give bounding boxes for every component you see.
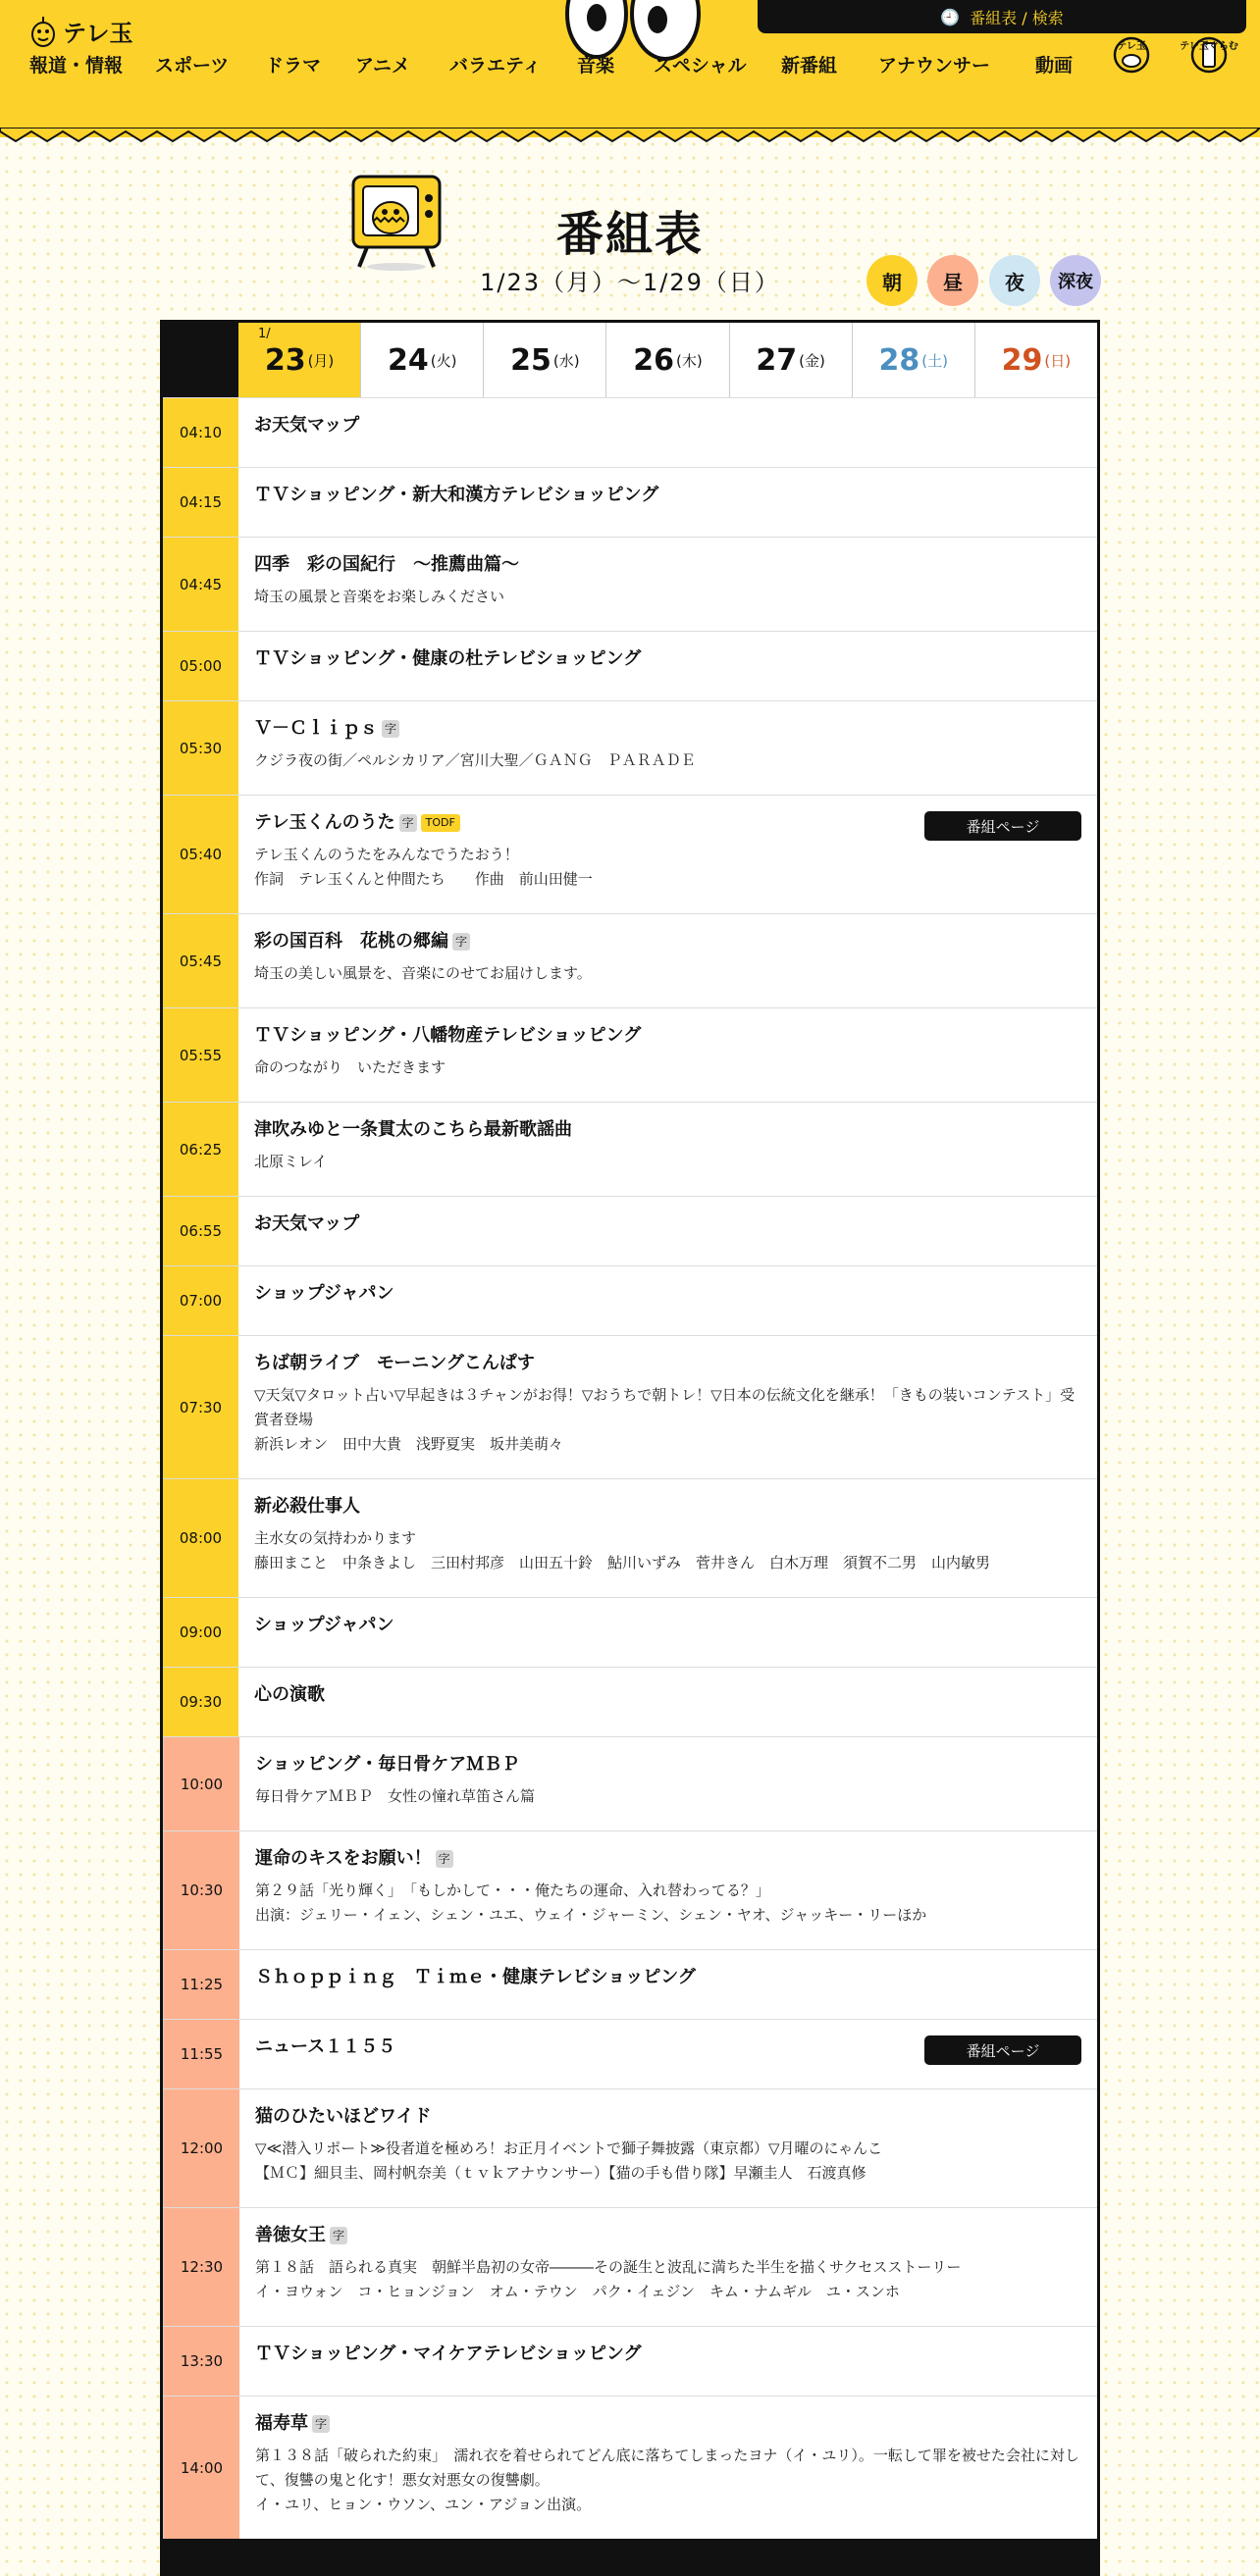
program-title-line	[254, 1614, 1081, 1637]
program-cell[interactable]	[239, 1950, 1097, 2019]
program-title-line	[254, 1495, 1081, 1519]
program-row	[163, 1335, 1097, 1478]
program-time: 08:00	[163, 1479, 238, 1597]
nav-item-anime[interactable]: アニメ	[355, 55, 411, 77]
day-tab-24[interactable]	[360, 323, 483, 397]
program-time: 05:30	[163, 701, 238, 795]
day-tab-26[interactable]	[605, 323, 728, 397]
program-time: 11:25	[163, 1950, 239, 2019]
program-time: 05:40	[163, 796, 238, 913]
subtitle-badge: 字	[436, 1850, 453, 1868]
program-row	[163, 1102, 1097, 1196]
program-row	[163, 537, 1097, 631]
program-cell[interactable]	[239, 2327, 1097, 2396]
program-title-line	[254, 1118, 1081, 1142]
program-title-line	[254, 1282, 1081, 1306]
program-row	[163, 2019, 1097, 2088]
program-time: 05:00	[163, 632, 238, 700]
night-button[interactable]	[989, 255, 1040, 306]
nav-item-variety[interactable]: バラエティ	[449, 55, 542, 77]
program-description: クジラ夜の街／ペルシカリア／宮川大聖／ＧＡＮＧ ＰＡＲＡＤＥ	[254, 751, 696, 769]
morning-button[interactable]	[866, 255, 918, 306]
program-title: 善徳女王	[255, 2225, 326, 2245]
circle-label-teletama: テレ玉	[1117, 41, 1146, 52]
program-title-line	[255, 1753, 1081, 1777]
program-cell[interactable]	[238, 468, 1097, 537]
program-title-line	[254, 647, 1081, 671]
nav-item-music[interactable]: 音楽	[577, 55, 615, 77]
day-tab-25[interactable]	[483, 323, 605, 397]
program-title: 運命のキスをお願い！	[255, 1848, 432, 1869]
program-title: ＴＶショッピング・新大和漢方テレビショッピング	[254, 485, 659, 505]
program-cell[interactable]	[239, 2089, 1097, 2207]
program-title: テレ玉くんのうた	[254, 812, 395, 833]
program-title-line	[255, 2105, 1081, 2129]
program-description: 第１８話 語られる真実 朝鮮半島初の女帝―――その誕生と波乱に満ちた半生を描くサクセスストーリー イ・ヨウォン コ・ヒョンジョン オム・テウン パク・イェジン キム・ナムギル ユ・スンホ	[255, 2258, 962, 2300]
program-title-line	[254, 930, 1081, 953]
program-time: 05:45	[163, 914, 238, 1007]
program-title: ショップジャパン	[254, 1615, 394, 1635]
page-title: 番組表	[555, 207, 704, 262]
program-list	[163, 397, 1097, 2539]
program-cell[interactable]	[238, 701, 1097, 795]
program-time: 10:00	[163, 1737, 239, 1830]
subtitle-badge: 字	[312, 2415, 330, 2433]
program-title-line	[255, 1847, 1081, 1871]
program-cell[interactable]	[239, 1831, 1097, 1949]
program-row	[163, 1830, 1097, 1949]
program-cell[interactable]	[238, 1008, 1097, 1102]
program-time: 06:55	[163, 1197, 238, 1265]
program-cell[interactable]	[238, 1266, 1097, 1335]
program-title-line	[254, 484, 1081, 507]
program-description: テレ玉くんのうたをみんなでうたおう！ 作詞 テレ玉くんと仲間たち 作曲 前山田健一	[254, 846, 593, 888]
program-row	[163, 397, 1097, 467]
program-title: ショッピング・毎日骨ケアＭＢＰ	[255, 1754, 520, 1775]
day-weekday: (金)	[799, 351, 825, 370]
clock-icon: 🕘	[940, 7, 961, 26]
day-number: 26	[633, 342, 674, 378]
program-title: ショップジャパン	[254, 1283, 394, 1304]
day-month: 1/	[258, 327, 271, 341]
program-cell[interactable]	[238, 1479, 1097, 1597]
program-time: 09:30	[163, 1668, 238, 1736]
program-row	[163, 1736, 1097, 1830]
program-page-button[interactable]: 番組ページ	[924, 811, 1081, 841]
program-cell[interactable]	[239, 1737, 1097, 1830]
nav-item-video[interactable]: 動画	[1035, 55, 1074, 77]
nav-item-news[interactable]: 報道・情報	[29, 55, 124, 77]
logo-text: テレ玉	[63, 20, 133, 47]
nav-item-special[interactable]: スペシャル	[654, 55, 747, 77]
program-row	[163, 467, 1097, 537]
day-number: 29	[1001, 342, 1043, 378]
program-row	[163, 2207, 1097, 2326]
program-title-line	[254, 1024, 1081, 1048]
program-title: 猫のひたいほどワイド	[255, 2106, 432, 2127]
day-number: 24	[387, 342, 429, 378]
late-night-button[interactable]	[1050, 255, 1101, 306]
nav-item-drama[interactable]: ドラマ	[265, 55, 322, 77]
program-title: 心の演歌	[254, 1684, 325, 1705]
program-cell[interactable]	[239, 2020, 1097, 2088]
day-tab-29[interactable]	[974, 323, 1097, 397]
program-row	[163, 2326, 1097, 2396]
program-cell[interactable]	[238, 632, 1097, 700]
program-time: 11:55	[163, 2020, 239, 2088]
program-time: 13:30	[163, 2327, 239, 2396]
program-time: 09:00	[163, 1598, 238, 1667]
noon-label: 昼	[943, 270, 963, 294]
day-number: 23	[264, 342, 306, 378]
main-nav	[29, 51, 1104, 77]
day-weekday: (水)	[552, 351, 580, 370]
site-header	[0, 0, 1260, 137]
program-title: ＴＶショッピング・健康の杜テレビショッピング	[254, 648, 642, 669]
program-description: 命のつながり いただきます	[254, 1058, 446, 1076]
program-row	[163, 1949, 1097, 2019]
program-description: ▽天気▽タロット占い▽早起きは３チャンがお得！▽おうちで朝トレ！▽日本の伝統文化を継承！「きもの装いコンテスト」受賞者登場 新浜レオン 田中大貴 浅野夏実 坂井美萌々	[254, 1386, 1076, 1453]
morning-label: 朝	[882, 270, 902, 294]
grid-corner	[163, 323, 238, 397]
program-cell[interactable]	[238, 1598, 1097, 1667]
program-title: ニュース１１５５	[255, 2036, 396, 2057]
program-time: 05:55	[163, 1008, 238, 1102]
program-cell[interactable]	[238, 1668, 1097, 1736]
site-logo[interactable]	[29, 14, 133, 48]
program-cell[interactable]	[239, 2396, 1097, 2539]
program-cell[interactable]	[239, 2208, 1097, 2326]
subtitle-badge: 字	[330, 2227, 347, 2244]
program-title: ＴＶショッピング・マイケアテレビショッピング	[255, 2344, 642, 2364]
program-description: 第１３８話「破られた約束」 濡れ衣を着せられてどん底に落ちてしまったヨナ（イ・ユリ）。一転して罪を被せた会社に対して、復讐の鬼と化す！悪女対悪女の復讐劇。 イ・ユリ、ヒョン・ウソン、ユン・アジョン出演。	[255, 2447, 1079, 2513]
program-row	[163, 1597, 1097, 1667]
day-number: 25	[510, 342, 551, 378]
program-description: 第２９話「光り輝く」 「もしかして・・・俺たちの運命、入れ替わってる？」 出演：ジェリー・イェン、シェン・ユエ、ウェイ・ジャーミン、シェン・ヤオ、ジャッキー・リーほか	[255, 1881, 927, 1924]
title-area	[0, 157, 1260, 314]
program-title: ちば朝ライブ モーニングこんぱす	[254, 1353, 535, 1373]
day-weekday: (日)	[1044, 351, 1072, 370]
program-description: 毎日骨ケアＭＢＰ 女性の憧れ草笛さん篇	[255, 1787, 536, 1805]
program-title-line	[254, 1212, 1081, 1236]
program-row	[163, 700, 1097, 795]
program-title-line	[254, 1683, 1081, 1707]
program-row	[163, 795, 1097, 913]
subtitle-badge: 字	[399, 814, 417, 832]
program-description: ▽≪潜入リポート≫役者道を極めろ！お正月イベントで獅子舞披露（東京都）▽月曜のにゃんこ 【ＭＣ】細貝圭、岡村帆奈美（ｔｖｋアナウンサー）【猫の手も借り隊】早瀬圭人 石渡真修	[255, 2139, 883, 2182]
program-title-line	[255, 2224, 1081, 2247]
program-time: 14:00	[163, 2396, 239, 2539]
program-title-line	[254, 717, 1081, 741]
header-zigzag	[0, 128, 1260, 147]
program-time: 07:00	[163, 1266, 238, 1335]
program-cell[interactable]	[238, 1103, 1097, 1196]
day-weekday: (木)	[676, 351, 703, 370]
program-title-line	[254, 414, 1081, 438]
program-row	[163, 1667, 1097, 1736]
program-cell[interactable]	[238, 796, 1097, 913]
program-row	[163, 1196, 1097, 1265]
day-header	[163, 323, 1097, 397]
program-time: 04:10	[163, 398, 238, 467]
program-title: 彩の国百科 花桃の郷編	[254, 931, 448, 952]
program-cell[interactable]	[238, 398, 1097, 467]
subtitle-badge: 字	[382, 720, 399, 738]
program-description: 埼玉の美しい風景を、音楽にのせてお届けします。	[254, 964, 592, 982]
day-tab-23[interactable]	[238, 323, 360, 397]
circle-label-teletamagram: テレ玉ぐらむ	[1180, 41, 1238, 52]
day-weekday: (火)	[430, 351, 457, 370]
day-tab-28[interactable]	[852, 323, 974, 397]
noon-button[interactable]	[927, 255, 978, 306]
nav-item-sports[interactable]: スポーツ	[155, 55, 230, 77]
program-title-line	[255, 2412, 1081, 2436]
program-description: 主水女の気持わかります 藤田まこと 中条きよし 三田村邦彦 山田五十鈴 鮎川いずみ 菅井きん 白木万理 須賀不二男 山内敏男	[254, 1529, 991, 1571]
day-tab-27[interactable]	[729, 323, 852, 397]
program-row	[163, 1007, 1097, 1102]
late-night-label: 深夜	[1058, 272, 1093, 292]
program-row	[163, 2396, 1097, 2539]
program-time: 10:30	[163, 1831, 239, 1949]
nav-item-announcer[interactable]: アナウンサー	[878, 55, 991, 77]
program-title: お天気マップ	[254, 415, 360, 436]
date-range: 1/23（月）〜1/29（日）	[480, 269, 780, 296]
program-title: Ｓｈｏｐｐｉｎｇ Ｔｉｍｅ・健康テレビショッピング	[255, 1967, 696, 1987]
program-title-line	[254, 1352, 1081, 1375]
day-number: 28	[878, 342, 920, 378]
program-row	[163, 2088, 1097, 2207]
subtitle-badge: 字	[452, 933, 470, 951]
day-weekday: (土)	[921, 351, 948, 370]
program-time: 04:15	[163, 468, 238, 537]
program-time: 04:45	[163, 538, 238, 631]
teletama-mascot-icon	[29, 15, 57, 48]
program-page-button[interactable]: 番組ページ	[924, 2035, 1081, 2065]
top-bar-text: 番組表 / 検索	[970, 8, 1064, 27]
day-weekday: (月)	[307, 351, 335, 370]
night-label: 夜	[1005, 270, 1024, 294]
program-time: 06:25	[163, 1103, 238, 1196]
program-row	[163, 913, 1097, 1007]
schedule-grid	[160, 320, 1100, 2576]
program-title: ＴＶショッピング・八幡物産テレビショッピング	[254, 1025, 642, 1046]
program-time: 12:30	[163, 2208, 239, 2326]
day-number: 27	[756, 342, 798, 378]
program-cell[interactable]	[238, 1336, 1097, 1478]
program-title: 四季 彩の国紀行 ～推薦曲篇～	[254, 554, 519, 575]
program-title: Ｖ－Ｃｌｉｐｓ	[254, 718, 378, 739]
program-row	[163, 631, 1097, 700]
program-time: 07:30	[163, 1336, 238, 1478]
program-cell[interactable]	[238, 914, 1097, 1007]
program-cell[interactable]	[238, 1197, 1097, 1265]
program-cell[interactable]	[238, 538, 1097, 631]
program-title: お天気マップ	[254, 1213, 360, 1234]
program-row	[163, 1265, 1097, 1335]
program-title: 津吹みゆと一条貫太のこちら最新歌謡曲	[254, 1119, 572, 1140]
program-title: 新必殺仕事人	[254, 1496, 360, 1517]
program-time: 12:00	[163, 2089, 239, 2207]
program-title-line	[255, 1966, 1081, 1989]
nav-item-new[interactable]: 新番組	[781, 55, 838, 77]
todf-badge: TODF	[421, 814, 460, 832]
program-description: 北原ミレイ	[254, 1153, 328, 1170]
program-title-line	[255, 2343, 1081, 2366]
program-title-line	[254, 553, 1081, 577]
program-description: 埼玉の風景と音楽をお楽しみください	[254, 588, 505, 605]
program-title: 福寿草	[255, 2413, 308, 2434]
top-bar[interactable]	[758, 0, 1246, 33]
program-row	[163, 1478, 1097, 1597]
